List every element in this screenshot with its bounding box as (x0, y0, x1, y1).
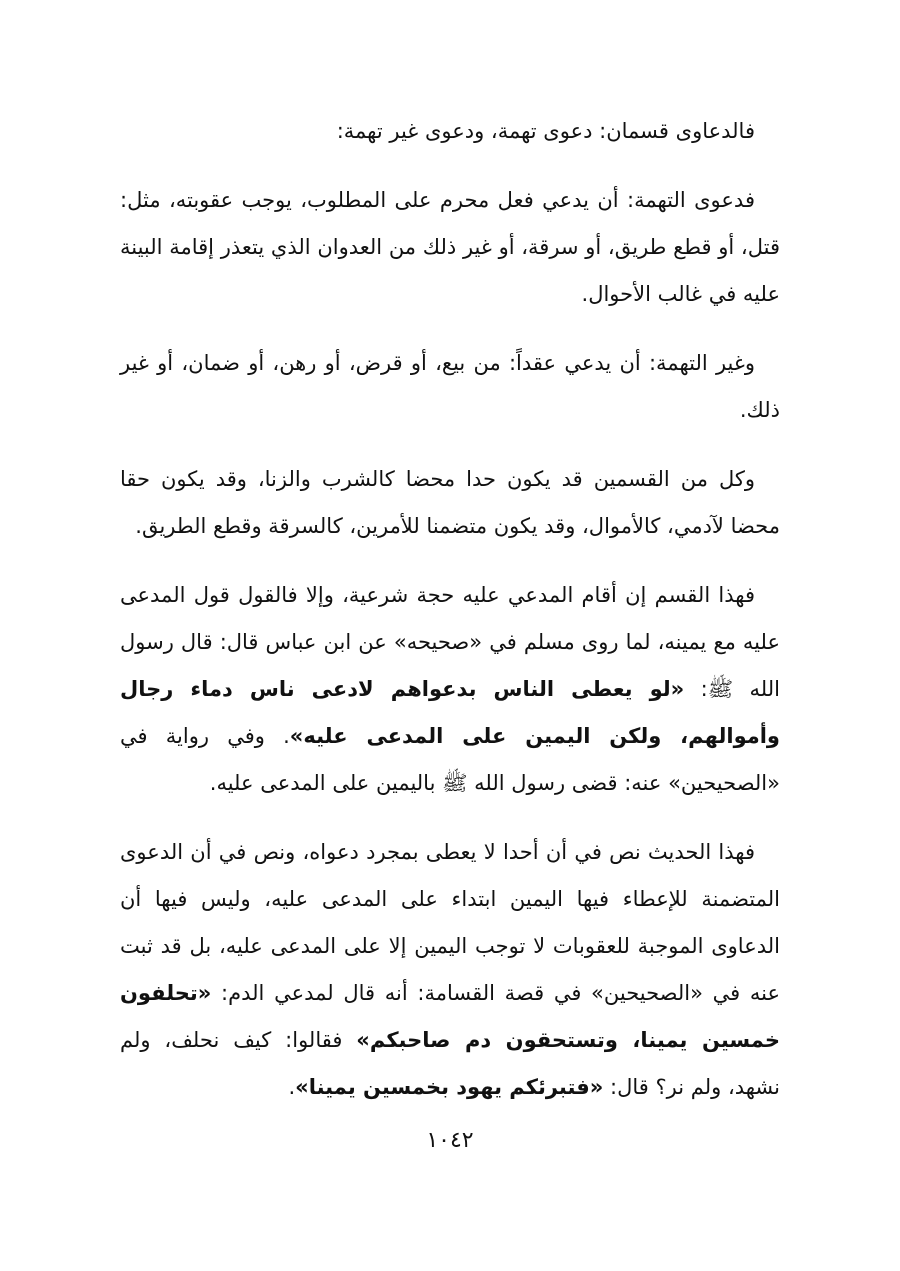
text-run: فدعوى التهمة: أن يدعي فعل محرم على المطلوب، يوجب عقوبته، مثل: قتل، أو قطع طريق، أو سرقة، أو غير ذلك من العدوان الذي يتعذر إقامة البينة عليه في غالب الأحوال. (120, 188, 780, 306)
text-run: . (288, 1075, 296, 1099)
paragraph-accusation-claim (120, 177, 780, 318)
page-number: ١٠٤٢ (426, 1128, 474, 1153)
hadith-quote: «تحلفون خمسين يمينا، وتستحقون دم صاحبكم» (120, 981, 780, 1052)
paragraph-claims-division (120, 108, 780, 155)
paragraph-qasama (120, 829, 780, 1111)
hadith-quote: «لو يعطى الناس بدعواهم لادعى ناس دماء رجال وأموالهم، ولكن اليمين على المدعى عليه» (120, 677, 780, 748)
paragraph-hadith-muslim (120, 572, 780, 807)
text-run: فقالوا: كيف نحلف، ولم نشهد، ولم نر؟ قال: (120, 1028, 780, 1099)
paragraph-two-categories (120, 456, 780, 550)
paragraph-non-accusation-claim (120, 340, 780, 434)
text-run: وكل من القسمين قد يكون حدا محضا كالشرب والزنا، وقد يكون حقا محضا لآدمي، كالأموال، وقد يكون متضمنا للأمرين، كالسرقة وقطع الطريق. (120, 467, 780, 538)
body-text (120, 108, 780, 1133)
text-run: . وفي رواية في «الصحيحين» عنه: قضى رسول الله ﷺ باليمين على المدعى عليه. (120, 724, 780, 795)
text-run: فهذا الحديث نص في أن أحدا لا يعطى بمجرد دعواه، ونص في أن الدعوى المتضمنة للإعطاء فيها اليمين ابتداء على المدعى عليه، وليس فيها أن الدعاوى الموجبة للعقوبات لا توجب اليمين إلا على المدعى عليه، بل قد ثبت عنه في «الصحيحين» في قصة القسامة: أنه قال لمدعي الدم: (120, 840, 780, 1005)
text-run: فهذا القسم إن أقام المدعي عليه حجة شرعية، وإلا فالقول قول المدعى عليه مع يمينه، لما روى مسلم في «صحيحه» عن ابن عباس قال: قال رسول الله ﷺ: (120, 583, 780, 701)
hadith-quote: «فتبرئكم يهود بخمسين يمينا» (295, 1075, 604, 1099)
text-run: وغير التهمة: أن يدعي عقداً: من بيع، أو قرض، أو رهن، أو ضمان، أو غير ذلك. (120, 351, 780, 422)
text-run: فالدعاوى قسمان: دعوى تهمة، ودعوى غير تهمة: (336, 119, 755, 143)
